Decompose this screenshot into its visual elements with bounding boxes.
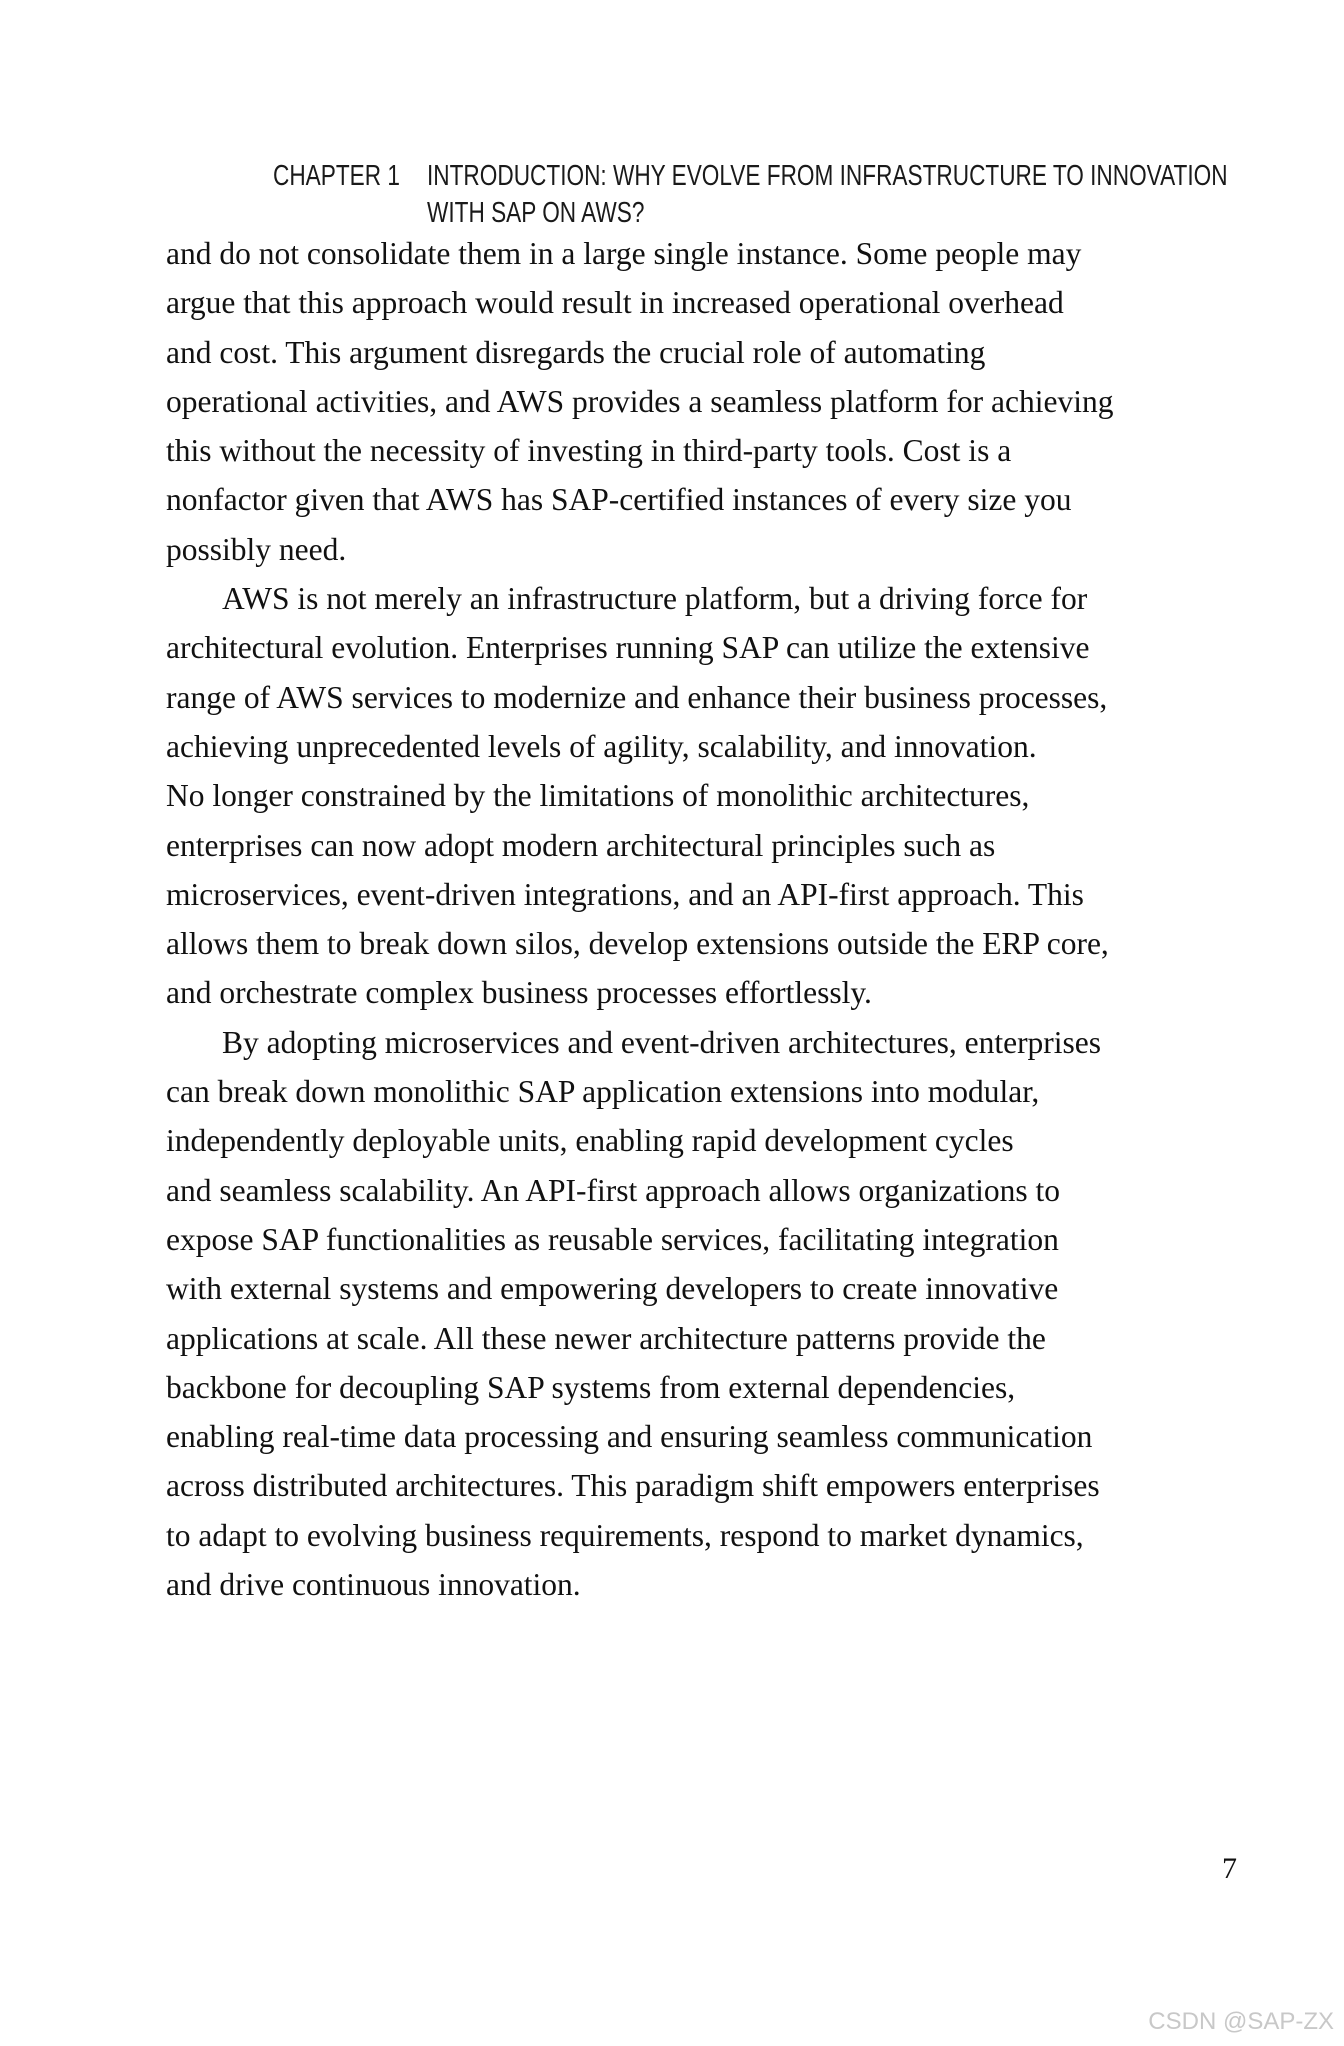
text-line: and cost. This argument disregards the crucial role of automating (166, 334, 986, 370)
text-line: backbone for decoupling SAP systems from external dependencies, (166, 1369, 1016, 1405)
text-line: and do not consolidate them in a large single instance. Some people may (166, 236, 1082, 271)
body-text (166, 229, 1246, 1609)
text-line: enabling real-time data processing and ensuring seamless communication (166, 1419, 1093, 1455)
text-line: range of AWS services to modernize and enhance their business processes, (166, 679, 1108, 715)
text-line: applications at scale. All these newer architecture patterns provide the (166, 1320, 1046, 1356)
watermark: CSDN @SAP-ZX (1148, 2008, 1334, 2035)
text-line: with external systems and empowering developers to create innovative (166, 1271, 1059, 1307)
text-line: enterprises can now adopt modern architectural principles such as (166, 827, 996, 863)
paragraph (166, 574, 1246, 1018)
text-line: achieving unprecedented levels of agility, scalability, and innovation. (166, 728, 1037, 764)
running-header-chapter: CHAPTER 1 (273, 160, 400, 192)
text-line: operational activities, and AWS provides a seamless platform for achieving (166, 383, 1114, 419)
paragraph (166, 1018, 1246, 1610)
text-line: nonfactor given that AWS has SAP-certified instances of every size you (166, 482, 1072, 518)
running-header-title-continued: WITH SAP ON AWS? (427, 197, 645, 229)
text-line: possibly need. (166, 531, 347, 567)
text-line: across distributed architectures. This paradigm shift empowers enterprises (166, 1468, 1100, 1504)
text-line: No longer constrained by the limitations of monolithic architectures, (166, 778, 1030, 814)
text-line: AWS is not merely an infrastructure platform, but a driving force for (222, 581, 1088, 617)
text-line: allows them to break down silos, develop extensions outside the ERP core, (166, 926, 1109, 962)
text-line: to adapt to evolving business requirements, respond to market dynamics, (166, 1517, 1084, 1553)
text-line: and drive continuous innovation. (166, 1567, 581, 1603)
text-line: this without the necessity of investing in third-party tools. Cost is a (166, 433, 1012, 469)
text-line: argue that this approach would result in increased operational overhead (166, 285, 1064, 321)
text-line: independently deployable units, enabling rapid development cycles (166, 1123, 1014, 1159)
text-line: and seamless scalability. An API-first approach allows organizations to (166, 1172, 1061, 1208)
paragraph (166, 229, 1246, 574)
text-line: microservices, event-driven integrations, and an API-first approach. This (166, 876, 1084, 912)
text-line: and orchestrate complex business processes effortlessly. (166, 975, 872, 1011)
text-line: By adopting microservices and event-driven architectures, enterprises (222, 1024, 1102, 1060)
text-line: can break down monolithic SAP application extensions into modular, (166, 1074, 1040, 1110)
text-line: expose SAP functionalities as reusable services, facilitating integration (166, 1221, 1059, 1257)
page-number: 7 (1222, 1852, 1237, 1885)
text-line: architectural evolution. Enterprises running SAP can utilize the extensive (166, 630, 1090, 666)
running-header-title: INTRODUCTION: WHY EVOLVE FROM INFRASTRUCTURE TO INNOVATION (427, 160, 1228, 192)
